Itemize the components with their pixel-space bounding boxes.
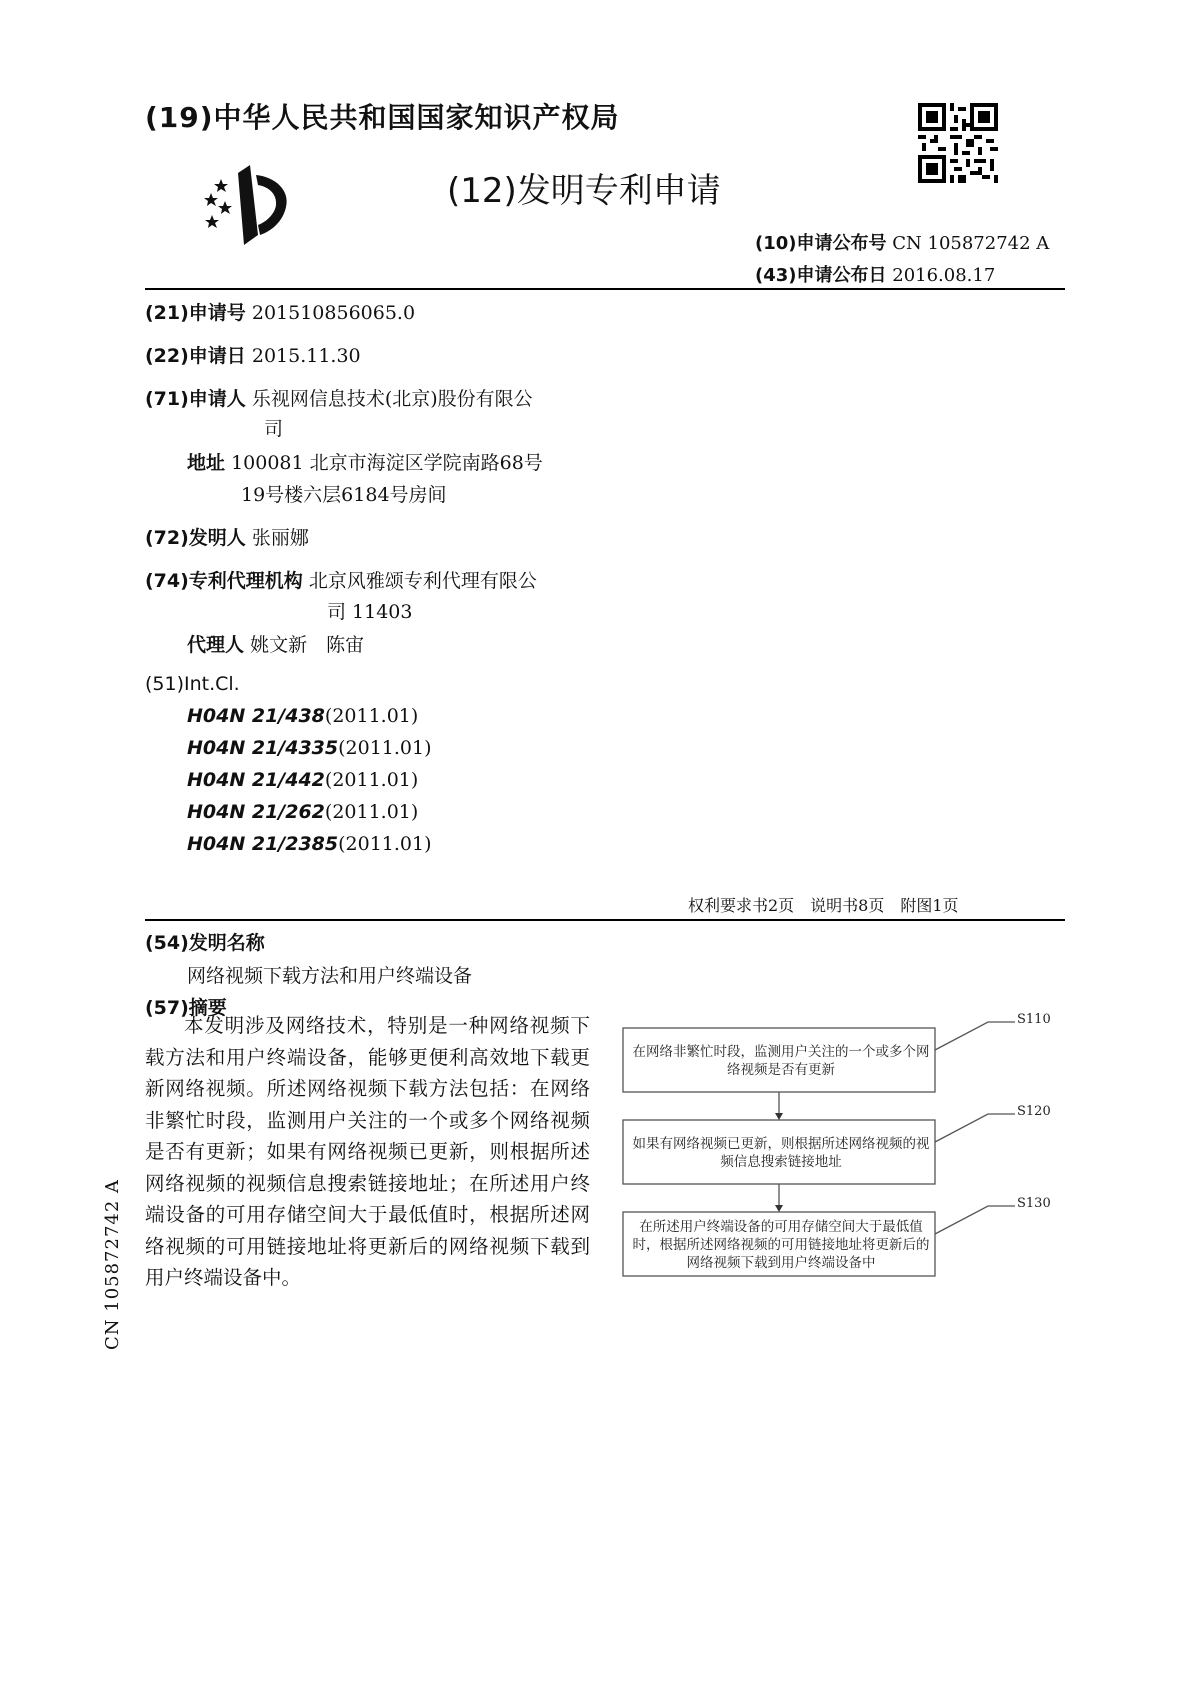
abstract-text: 本发明涉及网络技术，特别是一种网络视频下载方法和用户终端设备，能够更便利高效地下载更新网络视频。所述网络视频下载方法包括：在网络非繁忙时段，监测用户关注的一个或多个网络视频是否有更新；如果有网络视频已更新，则根据所述网络视频的视频信息搜索链接地址；在所述用户终端设备的可用存储空间大于最低值时，根据所述网络视频的可用链接地址将更新后的网络视频下载到用户终端设备中。 (145, 1014, 590, 1289)
page-count-summary: 权利要求书2页 说明书8页 附图1页 (688, 896, 959, 915)
patent-agency-value: 北京风雅颂专利代理有限公 (308, 570, 537, 592)
qr-code-icon (918, 103, 998, 183)
ipc-code: H04N 21/4335 (187, 737, 339, 759)
ipc-version: (2011.01) (338, 737, 432, 759)
filing-date-value: 2015.11.30 (251, 345, 361, 367)
ipc-version: (2011.01) (324, 769, 419, 791)
cnipa-logo (198, 165, 308, 253)
arrowhead (775, 1113, 783, 1120)
patent-agency-continued: 司 11403 (327, 601, 413, 623)
flowchart-step-label: S120 (1017, 1104, 1051, 1119)
header-rule (145, 288, 1065, 290)
inventor-value: 张丽娜 (251, 527, 309, 549)
application-number (145, 298, 415, 325)
address-label: 地址 (187, 452, 226, 474)
application-number-value: 201510856065.0 (251, 302, 416, 324)
filing-date-label: (22)申请日 (145, 345, 246, 367)
publication-number-value: CN 105872742 A (892, 233, 1050, 254)
arrowhead (775, 1205, 783, 1212)
publication-date-value: 2016.08.17 (892, 265, 996, 286)
filing-date (145, 341, 361, 368)
applicant-continued: 司 (264, 418, 284, 440)
flowchart-step-s110-text: 在网络非繁忙时段，监测用户关注的一个或多个网络视频是否有更新 (632, 1044, 930, 1078)
document-type: (12)发明专利申请 (447, 171, 721, 211)
flowchart-leader-s120 (935, 1114, 1015, 1142)
agent (187, 630, 364, 657)
invention-title: 网络视频下载方法和用户终端设备 (187, 965, 473, 987)
ipc-code: H04N 21/442 (187, 769, 325, 791)
applicant-label: (71)申请人 (145, 388, 246, 410)
flowchart-step-s120-text: 如果有网络视频已更新，则根据所述网络视频的视频信息搜索链接地址 (632, 1136, 930, 1170)
ipc-classification (187, 801, 418, 823)
address-value: 100081 北京市海淀区学院南路68号 (231, 452, 543, 474)
section-rule (145, 919, 1065, 921)
ipc-code: H04N 21/438 (187, 705, 325, 727)
agent-value: 姚文新 陈宙 (250, 634, 365, 656)
inventor (145, 523, 309, 550)
flowchart-leader-s110 (935, 1022, 1015, 1050)
ipc-version: (2011.01) (324, 801, 419, 823)
inventor-label: (72)发明人 (145, 527, 246, 549)
application-number-label: (21)申请号 (145, 302, 246, 324)
flowchart-step-label: S130 (1017, 1196, 1051, 1211)
side-publication-number: CN 105872742 A (102, 1178, 123, 1350)
address-continued: 19号楼六层6184号房间 (241, 484, 447, 506)
title-label: (54)发明名称 (145, 932, 265, 954)
applicant-value: 乐视网信息技术(北京)股份有限公 (251, 388, 533, 410)
flowchart-step-label: S110 (1017, 1012, 1051, 1027)
publication-number-label: (10)申请公布号 (755, 233, 887, 254)
agent-label: 代理人 (187, 634, 245, 656)
patent-agency-label: (74)专利代理机构 (145, 570, 303, 592)
address (187, 448, 543, 475)
abstract-text-block (145, 1010, 590, 1294)
ipc-classification (187, 833, 432, 855)
ipc-code: H04N 21/262 (187, 801, 325, 823)
flowchart-step-s130-text: 在所述用户终端设备的可用存储空间大于最低值时，根据所述网络视频的可用链接地址将更新后的网络视频下载到用户终端设备中 (632, 1219, 930, 1271)
intcl-label: (51)Int.Cl. (145, 673, 240, 695)
ipc-classification (187, 705, 418, 727)
applicant (145, 384, 533, 411)
publication-date (755, 261, 995, 287)
ipc-version: (2011.01) (324, 705, 419, 727)
ipc-classification (187, 769, 418, 791)
office-name: (19)中华人民共和国国家知识产权局 (145, 101, 620, 134)
ipc-code: H04N 21/2385 (187, 833, 339, 855)
publication-number (755, 229, 1049, 255)
patent-agency (145, 566, 537, 593)
ipc-version: (2011.01) (338, 833, 432, 855)
ipc-classification (187, 737, 432, 759)
abstract-label: (57)摘要 (145, 997, 227, 1019)
publication-date-label: (43)申请公布日 (755, 265, 887, 286)
flowchart-leader-s130 (935, 1206, 1015, 1234)
